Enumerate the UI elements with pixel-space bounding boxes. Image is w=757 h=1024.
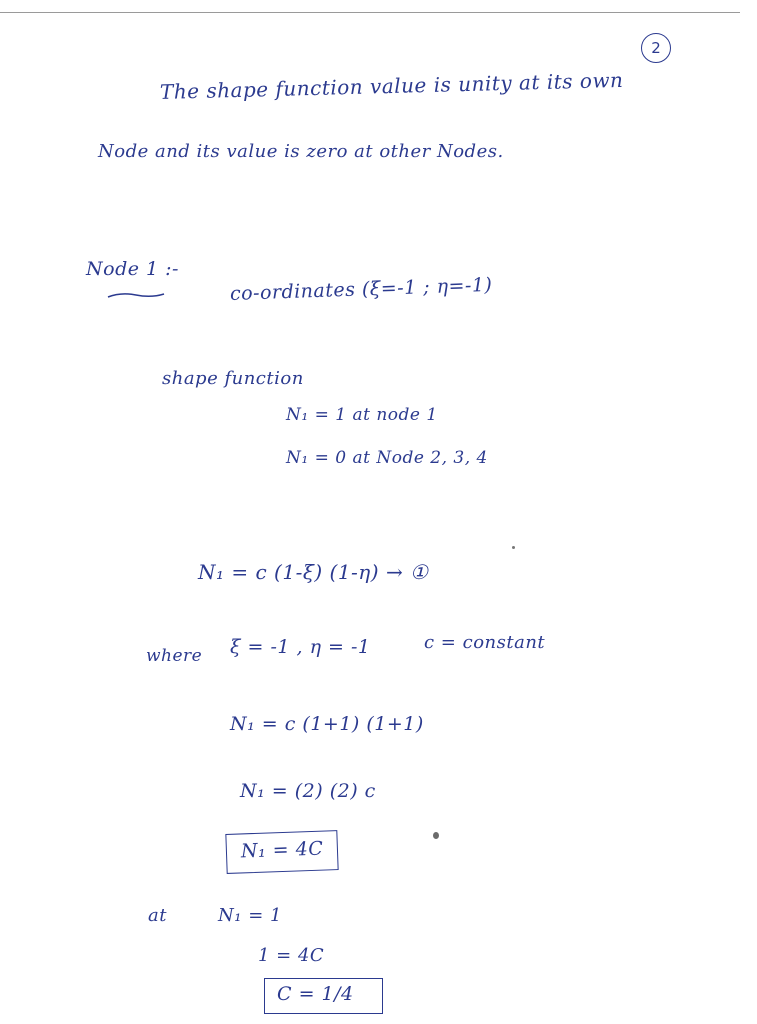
page-number-circle: 2 — [641, 33, 671, 63]
step-2: N₁ = (2) (2) c — [240, 780, 376, 802]
at-line-1: N₁ = 1 — [218, 905, 282, 926]
node-heading-underline — [106, 290, 166, 300]
condition-line-2: N₁ = 0 at Node 2, 3, 4 — [286, 448, 488, 468]
intro-line-2: Node and its value is zero at other Nodes. — [98, 141, 504, 162]
where-values: ξ = -1 , η = -1 — [230, 636, 371, 658]
intro-line-1: The shape function value is unity at its own — [159, 67, 624, 104]
condition-line-1: N₁ = 1 at node 1 — [286, 405, 438, 425]
at-label: at — [148, 905, 167, 926]
shape-function-heading: shape function — [162, 368, 304, 389]
boxed-result-c: C = 1/4 — [264, 978, 383, 1014]
where-label: where — [146, 646, 203, 666]
page-top-rule — [0, 12, 740, 13]
ink-dot — [433, 832, 439, 839]
constant-text: c = constant — [424, 632, 546, 653]
boxed-result-n1: N₁ = 4C — [225, 830, 339, 874]
ink-dot — [512, 546, 515, 549]
equation-1: N₁ = c (1-ξ) (1-η) → ① — [198, 560, 429, 584]
at-line-2: 1 = 4C — [258, 945, 325, 966]
step-1: N₁ = c (1+1) (1+1) — [230, 713, 424, 735]
node-heading: Node 1 :- — [86, 258, 179, 280]
coordinates-text: co-ordinates (ξ=-1 ; η=-1) — [229, 273, 493, 305]
